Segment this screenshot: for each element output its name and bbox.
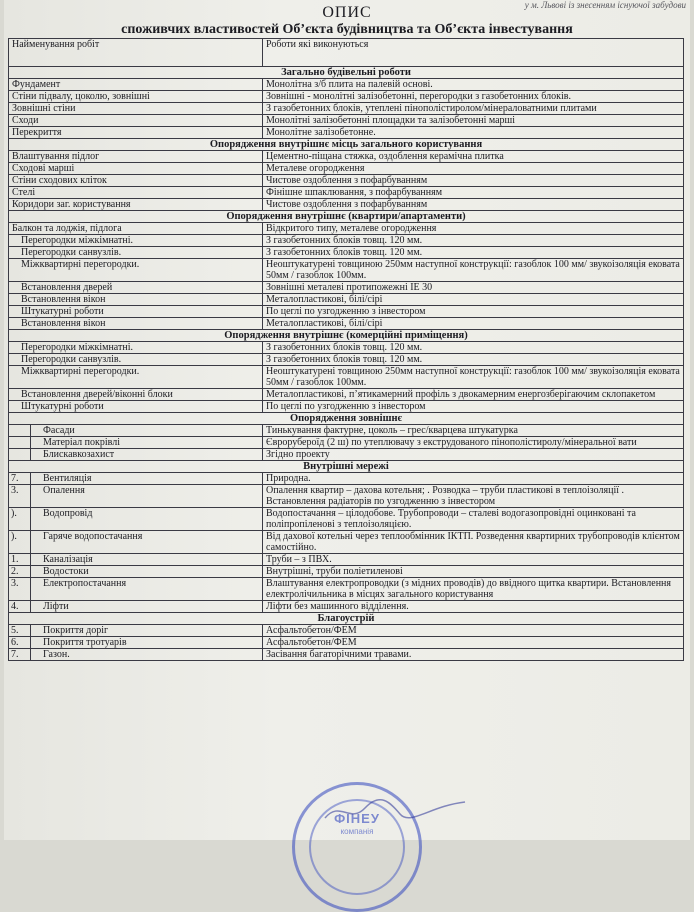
table-row <box>9 282 684 294</box>
row-description: Металопластикові, білі/сірі <box>263 294 684 306</box>
section-apartments: Опорядження внутрішнє (квартири/апартаменти) <box>9 211 684 223</box>
row-name: Сходові марші <box>9 163 263 175</box>
row-name: Зовнішні стіни <box>9 103 263 115</box>
table-row <box>9 259 684 282</box>
row-name: Газон. <box>31 649 263 661</box>
stamp-text: ФІНЕУ <box>334 811 380 826</box>
row-description: Чистове оздоблення з пофарбуванням <box>263 175 684 187</box>
top-note: у м. Львові із знесенням існуючої забудови <box>524 0 686 10</box>
row-number: 7. <box>9 649 31 661</box>
table-row <box>9 127 684 139</box>
row-name: Сходи <box>9 115 263 127</box>
row-description: Металопластикові, білі/сірі <box>263 318 684 330</box>
row-name: Фасади <box>31 425 263 437</box>
row-name: Водостоки <box>31 566 263 578</box>
row-description: Цементно-піщана стяжка, оздоблення керамічна плитка <box>263 151 684 163</box>
section-exterior: Опорядження зовнішнє <box>9 413 684 425</box>
section-row <box>9 413 684 425</box>
row-description: З газобетонних блоків товщ. 120 мм. <box>263 235 684 247</box>
row-description: По цеглі по узгодженню з інвестором <box>263 306 684 318</box>
row-description: Труби – з ПВХ. <box>263 554 684 566</box>
table-row <box>9 578 684 601</box>
row-number: 3. <box>9 485 31 508</box>
table-row <box>9 425 684 437</box>
document-title: ОПИС <box>322 4 372 21</box>
table-row <box>9 151 684 163</box>
row-name: Блискавкозахист <box>31 449 263 461</box>
table-row <box>9 79 684 91</box>
section-commercial: Опорядження внутрішнє (комерційні приміщення) <box>9 330 684 342</box>
row-description: Внутрішні, труби поліетиленові <box>263 566 684 578</box>
row-number: 2. <box>9 566 31 578</box>
table-row <box>9 91 684 103</box>
row-number: ). <box>9 531 31 554</box>
row-name: Встановлення дверей/віконні блоки <box>9 389 263 401</box>
row-description: З газобетонних блоків, утеплені пінополістиролом/мінераловатними плитами <box>263 103 684 115</box>
table-row <box>9 235 684 247</box>
row-description: Монолітне залізобетонне. <box>263 127 684 139</box>
row-number: 4. <box>9 601 31 613</box>
table-row <box>9 649 684 661</box>
row-description: Опалення квартир – дахова котельня; . Розводка – труби пластикові в теплоізоляції . Встановлення радіаторів по узгодженню з інвестором <box>263 485 684 508</box>
row-name: Водопровід <box>31 508 263 531</box>
row-description: Згідно проекту <box>263 449 684 461</box>
row-number: ). <box>9 508 31 531</box>
table-header-row <box>9 39 684 67</box>
row-name: Перекриття <box>9 127 263 139</box>
row-description: Від дахової котельні через теплообмінник ІКТП. Розведення квартирних трубопроводів клієнтом самостійно. <box>263 531 684 554</box>
row-number <box>9 437 31 449</box>
works-table <box>8 38 684 661</box>
row-name: Коридори заг. користування <box>9 199 263 211</box>
row-name: Перегородки санвузлів. <box>9 354 263 366</box>
stamp-subtext: компанія <box>340 827 374 836</box>
section-row <box>9 613 684 625</box>
section-landscaping: Благоустрій <box>9 613 684 625</box>
section-row <box>9 211 684 223</box>
row-description: Неоштукатурені товщиною 250мм наступної конструкції: газоблок 100 мм/ звукоізоляція ековата 50мм / газоблок 100мм. <box>263 259 684 282</box>
row-description: Металопластикові, п’ятикамерний профіль з двокамерним енергозберігаючим склопакетом <box>263 389 684 401</box>
table-row <box>9 366 684 389</box>
table-row <box>9 389 684 401</box>
row-description: По цеглі по узгодженню з інвестором <box>263 401 684 413</box>
section-common-areas: Опорядження внутрішнє місць загального користування <box>9 139 684 151</box>
row-description: Відкритого типу, металеве огородження <box>263 223 684 235</box>
table-row <box>9 637 684 649</box>
table-row <box>9 354 684 366</box>
row-number: 5. <box>9 625 31 637</box>
table-row <box>9 437 684 449</box>
table-row <box>9 187 684 199</box>
row-name: Балкон та лоджія, підлога <box>9 223 263 235</box>
table-row <box>9 625 684 637</box>
table-row <box>9 449 684 461</box>
table-row <box>9 508 684 531</box>
table-row <box>9 294 684 306</box>
table-row <box>9 401 684 413</box>
row-name: Влаштування підлог <box>9 151 263 163</box>
row-description: Чистове оздоблення з пофарбуванням <box>263 199 684 211</box>
row-description: Засівання багаторічними травами. <box>263 649 684 661</box>
row-name: Стіни сходових кліток <box>9 175 263 187</box>
row-name: Встановлення дверей <box>9 282 263 294</box>
row-number <box>9 449 31 461</box>
row-name: Встановлення вікон <box>9 294 263 306</box>
row-description: Водопостачання – цілодобове. Трубопроводи – сталеві водогазопровідні оцинковані та поліпропіленові з теплоізоляцією. <box>263 508 684 531</box>
row-description: Металеве огородження <box>263 163 684 175</box>
column-header-description: Роботи які виконуються <box>263 39 684 67</box>
row-name: Опалення <box>31 485 263 508</box>
row-description: Монолітна з/б плита на палевій основі. <box>263 79 684 91</box>
section-row <box>9 67 684 79</box>
row-name: Гаряче водопостачання <box>31 531 263 554</box>
table-row <box>9 566 684 578</box>
table-row <box>9 223 684 235</box>
row-description: Асфальтобетон/ФЕМ <box>263 625 684 637</box>
row-description: Тинькування фактурне, цоколь – грес/кварцева штукатурка <box>263 425 684 437</box>
row-name: Перегородки міжкімнатні. <box>9 235 263 247</box>
table-row <box>9 531 684 554</box>
table-row <box>9 473 684 485</box>
row-description: Фінішне шпаклювання, з пофарбуванням <box>263 187 684 199</box>
row-name: Перегородки санвузлів. <box>9 247 263 259</box>
row-name: Покриття тротуарів <box>31 637 263 649</box>
row-description: Асфальтобетон/ФЕМ <box>263 637 684 649</box>
row-description: Неоштукатурені товщиною 250мм наступної конструкції: газоблок 100 мм/ звукоізоляція ековата 50мм / газоблок 100мм. <box>263 366 684 389</box>
row-name: Електропостачання <box>31 578 263 601</box>
row-description: Влаштування електропроводки (з мідних проводів) до ввідного щитка квартири. Встановлення електролічильника в місцях загального користування <box>263 578 684 601</box>
table-row <box>9 103 684 115</box>
row-name: Покриття доріг <box>31 625 263 637</box>
row-number: 3. <box>9 578 31 601</box>
section-internal-networks: Внутрішні мережі <box>9 461 684 473</box>
row-description: З газобетонних блоків товщ. 120 мм. <box>263 354 684 366</box>
row-number: 6. <box>9 637 31 649</box>
table-row <box>9 554 684 566</box>
row-name: Міжквартирні перегородки. <box>9 259 263 282</box>
row-name: Вентиляція <box>31 473 263 485</box>
table-row <box>9 318 684 330</box>
table-row <box>9 115 684 127</box>
row-number <box>9 425 31 437</box>
row-description: Природна. <box>263 473 684 485</box>
row-description: Зовнішні металеві протипожежні ІЕ 30 <box>263 282 684 294</box>
row-number: 7. <box>9 473 31 485</box>
table-row <box>9 342 684 354</box>
table-row <box>9 601 684 613</box>
row-name: Штукатурні роботи <box>9 401 263 413</box>
row-description: Ліфти без машинного відділення. <box>263 601 684 613</box>
row-description: З газобетонних блоків товщ. 120 мм. <box>263 342 684 354</box>
row-number: 1. <box>9 554 31 566</box>
column-header-works: Найменування робіт <box>9 39 263 67</box>
row-name: Фундамент <box>9 79 263 91</box>
row-name: Каналізація <box>31 554 263 566</box>
row-description: Монолітні залізобетонні площадки та залізобетонні марші <box>263 115 684 127</box>
section-row <box>9 461 684 473</box>
row-name: Стелі <box>9 187 263 199</box>
row-name: Стіни підвалу, цоколю, зовнішні <box>9 91 263 103</box>
section-row <box>9 139 684 151</box>
section-row <box>9 330 684 342</box>
row-description: Єврорубероїд (2 ш) по утеплювачу з екструдованого пінополістиролу/мінеральної вати <box>263 437 684 449</box>
row-name: Міжквартирні перегородки. <box>9 366 263 389</box>
table-row <box>9 306 684 318</box>
row-description: З газобетонних блоків товщ. 120 мм. <box>263 247 684 259</box>
row-description: Зовнішні - монолітні залізобетонні, перегородки з газобетонних блоків. <box>263 91 684 103</box>
row-name: Ліфти <box>31 601 263 613</box>
table-row <box>9 175 684 187</box>
row-name: Матеріал покрівлі <box>31 437 263 449</box>
row-name: Штукатурні роботи <box>9 306 263 318</box>
document-subtitle: споживчих властивостей Об’єкта будівництва та Об’єкта інвестування <box>121 22 573 37</box>
row-name: Перегородки міжкімнатні. <box>9 342 263 354</box>
section-general: Загально будівельні роботи <box>9 67 684 79</box>
table-row <box>9 485 684 508</box>
table-row <box>9 163 684 175</box>
table-row <box>9 199 684 211</box>
table-row <box>9 247 684 259</box>
row-name: Встановлення вікон <box>9 318 263 330</box>
